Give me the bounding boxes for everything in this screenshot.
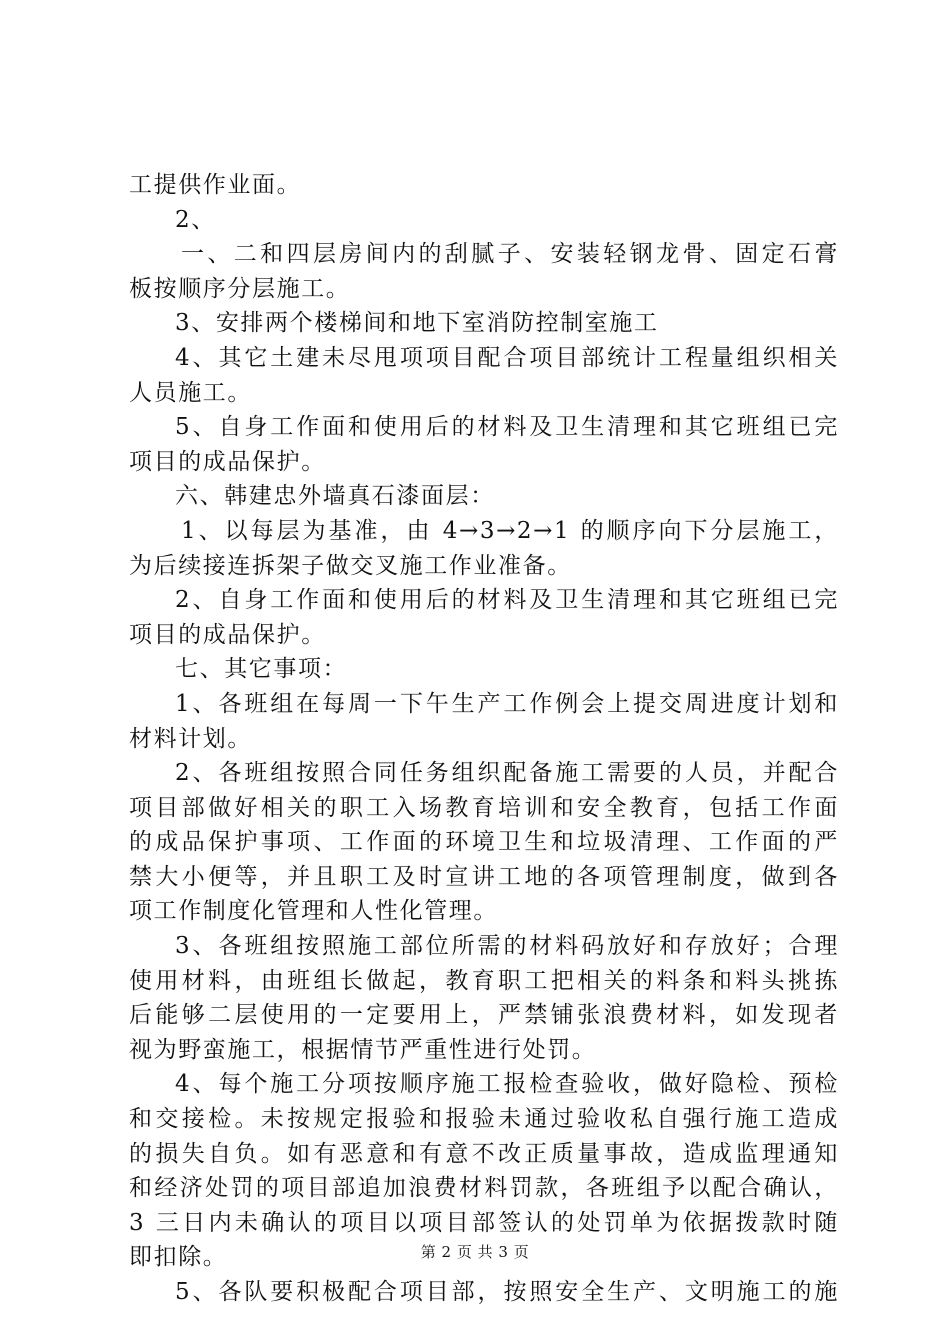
page-footer: 第 2 页 共 3 页 bbox=[420, 1243, 530, 1261]
document-body bbox=[129, 168, 839, 1310]
text-line: 板按顺序分层施工。 bbox=[129, 275, 351, 302]
text-line: 4、其它土建未尽甩项项目配合项目部统计工程量组织相关 bbox=[175, 344, 839, 371]
text-line: 视为野蛮施工，根据情节严重性进行处罚。 bbox=[129, 1036, 597, 1063]
text-line: 和经济处罚的项目部追加浪费材料罚款，各班组予以配合确认， bbox=[129, 1175, 839, 1202]
text-line: 1、以每层为基准，由 4→3→2→1 的顺序向下分层施工， bbox=[181, 517, 839, 544]
text-line: 项工作制度化管理和人性化管理。 bbox=[129, 898, 498, 925]
text-line: 1、各班组在每周一下午生产工作例会上提交周进度计划和 bbox=[175, 690, 839, 717]
text-line: 5、各队要积极配合项目部，按照安全生产、文明施工的施 bbox=[175, 1279, 839, 1305]
text-line: 5、自身工作面和使用后的材料及卫生清理和其它班组已完 bbox=[175, 414, 839, 441]
text-line: 项目部做好相关的职工入场教育培训和安全教育，包括工作面 bbox=[129, 794, 839, 821]
text-line: 工提供作业面。 bbox=[129, 172, 302, 198]
text-line: 使用材料，由班组长做起，教育职工把相关的料条和料头挑拣 bbox=[129, 967, 839, 994]
text-line: 即扣除。 bbox=[129, 1244, 228, 1271]
text-line: 六、韩建忠外墙真石漆面层： bbox=[175, 483, 495, 510]
text-line: 2、 bbox=[175, 206, 216, 233]
text-line: 后能够二层使用的一定要用上，严禁铺张浪费材料，如发现者 bbox=[129, 1002, 839, 1029]
text-line: 的成品保护事项、工作面的环境卫生和垃圾清理、工作面的严 bbox=[129, 829, 839, 856]
text-line: 禁大小便等，并且职工及时宣讲工地的各项管理制度，做到各 bbox=[129, 863, 839, 890]
text-line: 和交接检。未按规定报验和报验未通过验收私自强行施工造成 bbox=[129, 1106, 839, 1133]
text-line: 2、自身工作面和使用后的材料及卫生清理和其它班组已完 bbox=[175, 587, 839, 614]
text-line: 项目的成品保护。 bbox=[129, 448, 326, 475]
text-line: 七、其它事项： bbox=[175, 656, 348, 683]
text-line: 2、各班组按照合同任务组织配备施工需要的人员，并配合 bbox=[175, 760, 839, 787]
text-line: 的损失自负。如有恶意和有意不改正质量事故，造成监理通知 bbox=[129, 1140, 839, 1167]
text-line: 一、二和四层房间内的刮腻子、安装轻钢龙骨、固定石膏 bbox=[181, 241, 839, 268]
text-line: 项目的成品保护。 bbox=[129, 621, 326, 648]
text-line: 3 三日内未确认的项目以项目部签认的处罚单为依据拨款时随 bbox=[129, 1209, 839, 1236]
text-line: 4、每个施工分项按顺序施工报检查验收，做好隐检、预检 bbox=[175, 1071, 839, 1098]
text-line: 为后续接连拆架子做交叉施工作业准备。 bbox=[129, 552, 572, 579]
text-line: 人员施工。 bbox=[129, 379, 252, 406]
text-line: 材料计划。 bbox=[129, 725, 252, 752]
text-line: 3、安排两个楼梯间和地下室消防控制室施工 bbox=[175, 310, 659, 337]
text-line: 3、各班组按照施工部位所需的材料码放好和存放好；合理 bbox=[175, 933, 839, 960]
